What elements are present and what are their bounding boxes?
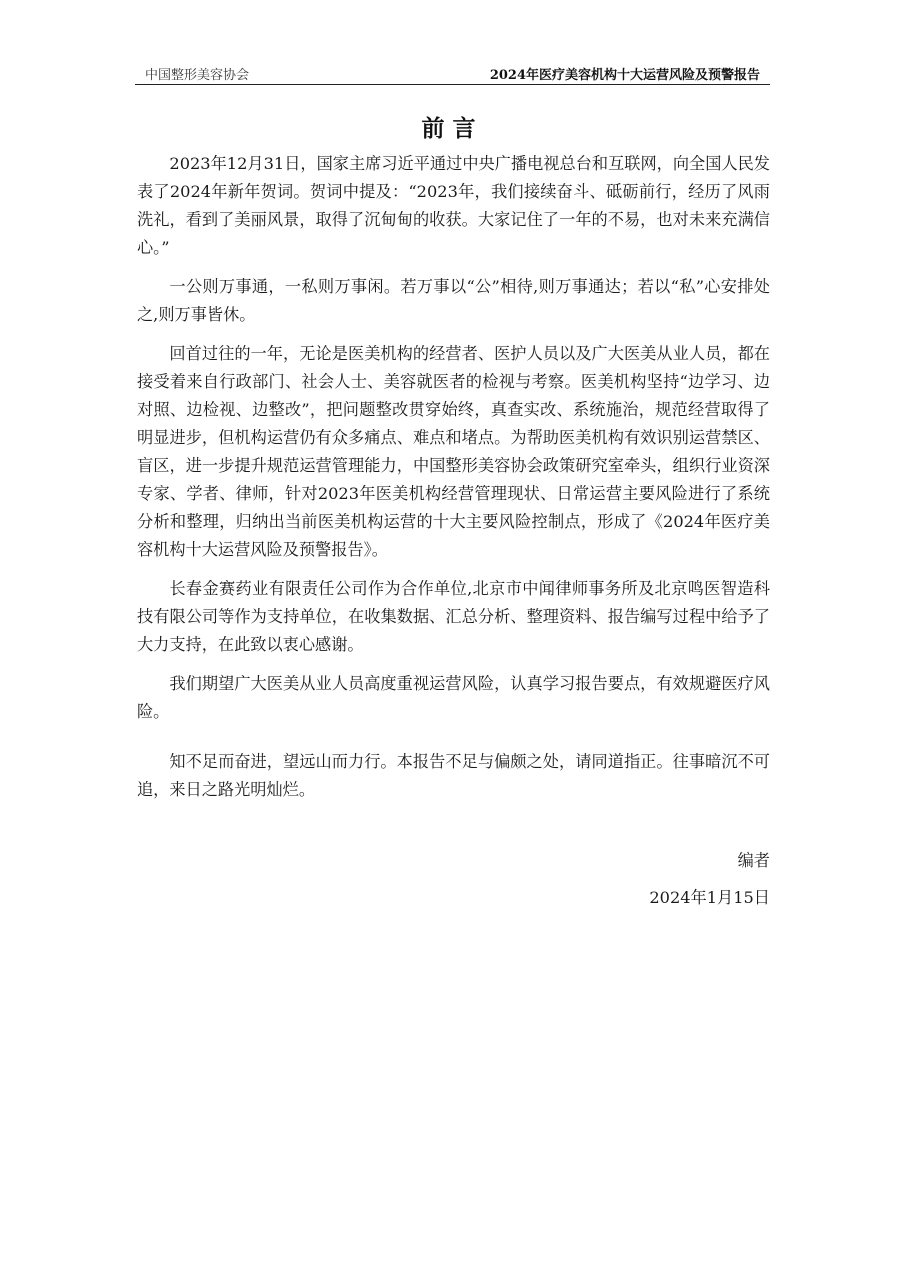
page-header: [135, 62, 770, 85]
signature-date: 2024年1月15日: [649, 888, 770, 907]
paragraph-public-private: 一公则万事通，一私则万事闲。若万事以“公”相待,则万事通达；若以“私”心安排处之,则万事皆休。: [137, 277, 770, 324]
paragraph-review: 回首过往的一年，无论是医美机构的经营者、医护人员以及广大医美从业人员，都在接受着来自行政部门、社会人士、美容就医者的检视与考察。医美机构坚持“边学习、边对照、边检视、边整改”，把问题整改贯穿始终，真查实改、系统施治，规范经营取得了明显进步，但机构运营仍有众多痛点、难点和堵点。为帮助医美机构有效识别运营禁区、盲区，进一步提升规范运营管理能力，中国整形美容协会政策研究室牵头，组织行业资深专家、学者、律师，针对2023年医美机构经营管理现状、日常运营主要风险进行了系统分析和整理，归纳出当前医美机构运营的十大主要风险控制点，形成了《2024年医疗美容机构十大运营风险及预警报告》。: [137, 344, 770, 559]
signature-editor: 编者: [737, 851, 770, 870]
header-report-title: 2024年医疗美容机构十大运营风险及预警报告: [489, 68, 760, 83]
header-org-name: 中国整形美容协会: [145, 68, 250, 83]
paragraph-closing: 知不足而奋进，望远山而力行。本报告不足与偏颇之处，请同道指正。往事暗沉不可追，来日之路光明灿烂。: [137, 752, 770, 799]
paragraph-acknowledgement: 长春金赛药业有限责任公司作为合作单位,北京市中闻律师事务所及北京鸣医智造科技有限公司等作为支持单位，在收集数据、汇总分析、整理资料、报告编写过程中给予了大力支持，在此致以衷心感谢。: [137, 579, 770, 654]
paragraph-new-year-address: 2023年12月31日，国家主席习近平通过中央广播电视总台和互联网，向全国人民发表了2024年新年贺词。贺词中提及：“2023年，我们接续奋斗、砥砺前行，经历了风雨洗礼，看到了美丽风景，取得了沉甸甸的收获。大家记住了一年的不易，也对未来充满信心。”: [137, 154, 770, 257]
page-title: 前言: [421, 116, 484, 142]
preface-body: [137, 150, 770, 815]
paragraph-expectation: 我们期望广大医美从业人员高度重视运营风险，认真学习报告要点，有效规避医疗风险。: [137, 674, 770, 721]
